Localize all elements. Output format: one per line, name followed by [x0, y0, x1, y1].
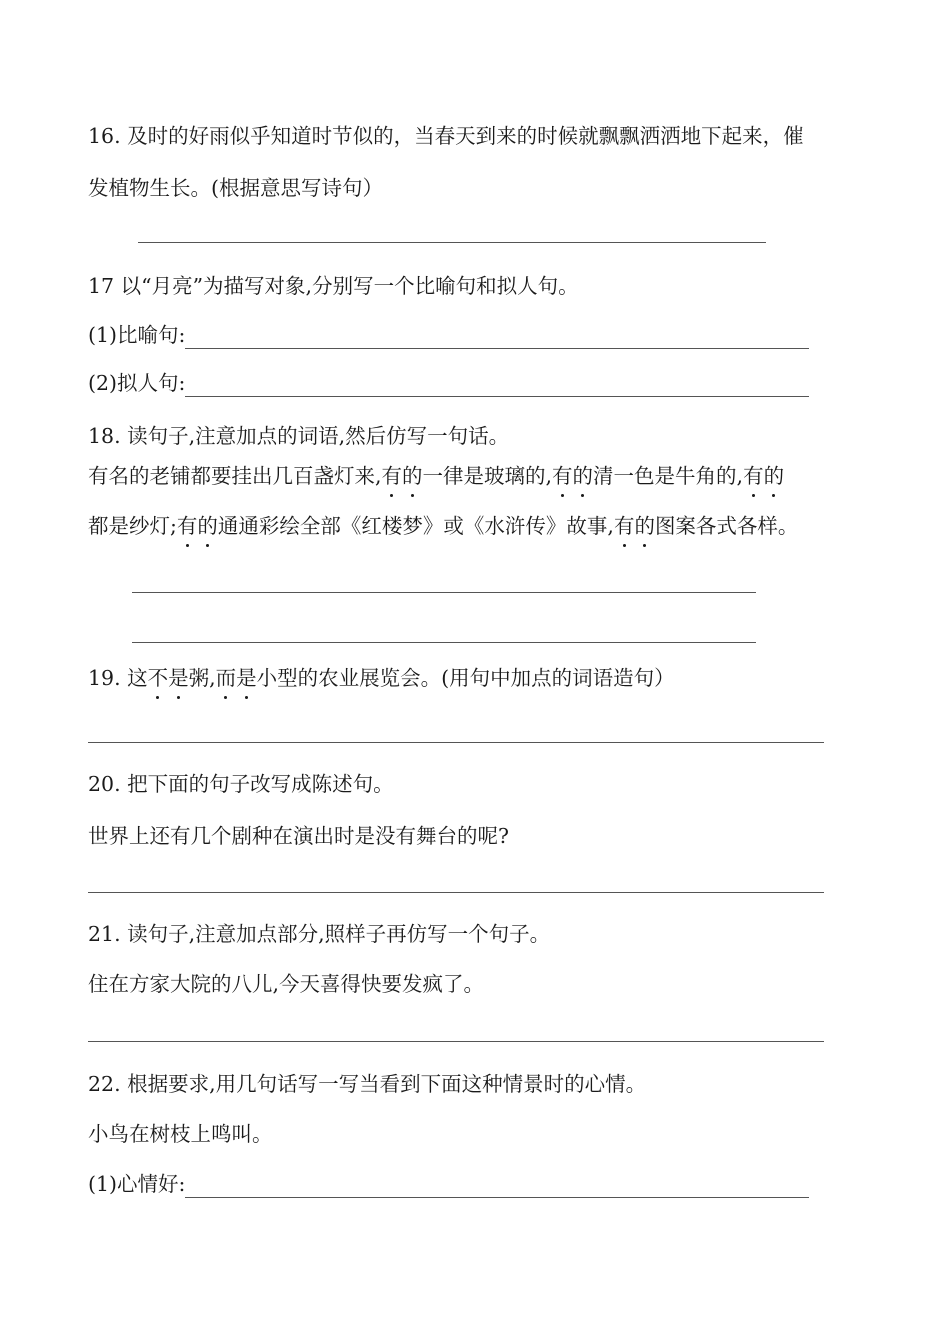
q18-l1-text-a: 有名的老铺都要挂出几百盏灯来, — [88, 464, 382, 488]
q19-answer-line[interactable] — [88, 742, 824, 743]
q21-prompt: 21. 读句子,注意加点部分,照样子再仿写一个句子。 — [88, 922, 551, 946]
q18-l1-text-c: 一律是玻璃的, — [422, 464, 553, 488]
q19-dotted-char: 不 — [147, 666, 169, 690]
q18-dotted-char: 的 — [763, 464, 785, 488]
q18-l2-text-e: 图案各式各样。 — [654, 514, 799, 538]
q20-sentence: 世界上还有几个剧种在演出时是没有舞台的呢? — [88, 824, 509, 848]
q21-sentence: 住在方家大院的八儿,今天喜得快要发疯了。 — [88, 972, 485, 996]
q19-dotted-char: 是 — [168, 666, 189, 690]
q22-item1 — [88, 1170, 809, 1198]
q18-dotted-char: 的 — [402, 464, 423, 488]
q21-answer-line[interactable] — [88, 1041, 824, 1042]
q22-scene: 小鸟在树枝上鸣叫。 — [88, 1122, 273, 1146]
q18-dotted-char: 的 — [197, 514, 218, 538]
q16-line1: 16. 及时的好雨似乎知道时节似的，当春天到来的时候就飘飘洒洒地下起来，催 — [88, 124, 804, 148]
q20-answer-line[interactable] — [88, 892, 824, 893]
q18-dotted-char: 的 — [572, 464, 594, 488]
q18-l2-text-a: 都是纱灯; — [88, 514, 177, 538]
q19-dotted-char: 是 — [236, 666, 257, 690]
q19-dotted-char: 而 — [215, 666, 237, 690]
q18-dotted-char: 有 — [176, 514, 198, 538]
q19-text-a: 19. 这 — [88, 666, 148, 690]
q22-prompt: 22. 根据要求,用几句话写一写当看到下面这种情景时的心情。 — [88, 1072, 647, 1096]
q17-item1 — [88, 321, 809, 349]
q18-dotted-char: 有 — [381, 464, 403, 488]
q18-answer-line-1[interactable] — [132, 592, 756, 593]
q19-text-c: 粥, — [188, 666, 216, 690]
q22-item1-answer-line[interactable] — [185, 1175, 809, 1198]
q19-prompt — [88, 664, 675, 692]
q18-dotted-char: 有 — [552, 464, 573, 488]
q17-item1-label: (1)比喻句: — [88, 323, 186, 347]
q17-item1-answer-line[interactable] — [185, 326, 809, 349]
q16-line2: 发植物生长。(根据意思写诗句） — [88, 176, 383, 200]
q18-passage-line2 — [88, 512, 798, 540]
q17-item2-answer-line[interactable] — [185, 374, 809, 397]
q18-l2-text-c: 通通彩绘全部《红楼梦》或《水浒传》故事, — [217, 514, 614, 538]
q17-prompt: 17 以“月亮”为描写对象,分别写一个比喻句和拟人句。 — [88, 274, 579, 298]
q18-answer-line-2[interactable] — [132, 642, 756, 643]
q19-text-e: 小型的农业展览会。(用句中加点的词语造句） — [256, 666, 675, 690]
q18-l1-text-e: 清一色是牛角的, — [593, 464, 744, 488]
q22-item1-label: (1)心情好: — [88, 1172, 186, 1196]
q17-item2-label: (2)拟人句: — [88, 371, 186, 395]
q16-answer-line[interactable] — [138, 242, 766, 243]
q18-passage-line1 — [88, 462, 784, 490]
q18-prompt: 18. 读句子,注意加点的词语,然后仿写一句话。 — [88, 424, 510, 448]
q18-dotted-char: 有 — [743, 464, 764, 488]
q18-dotted-char: 的 — [634, 514, 655, 538]
q17-item2 — [88, 369, 809, 397]
q20-prompt: 20. 把下面的句子改写成陈述句。 — [88, 772, 394, 796]
q18-dotted-char: 有 — [613, 514, 635, 538]
